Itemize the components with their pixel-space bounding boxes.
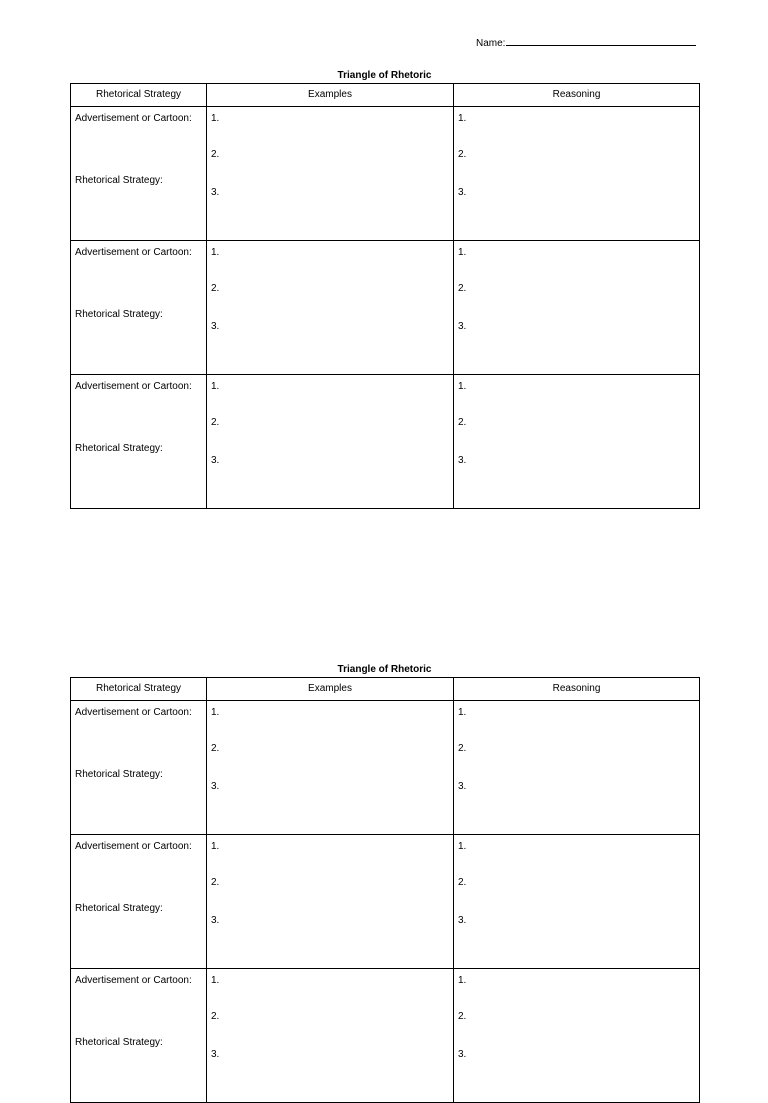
advertisement-label: Advertisement or Cartoon:	[75, 113, 192, 124]
example-number: 2.	[211, 1011, 220, 1022]
reasoning-number: 3.	[458, 187, 467, 198]
reasoning-cell[interactable]	[454, 701, 700, 835]
example-number: 2.	[211, 743, 220, 754]
advertisement-label: Advertisement or Cartoon:	[75, 707, 192, 718]
reasoning-number: 2.	[458, 283, 467, 294]
example-number: 3.	[211, 915, 220, 926]
examples-cell[interactable]	[207, 375, 454, 509]
reasoning-number: 3.	[458, 455, 467, 466]
example-number: 3.	[211, 1049, 220, 1060]
reasoning-number: 1.	[458, 247, 467, 258]
advertisement-label: Advertisement or Cartoon:	[75, 841, 192, 852]
reasoning-number: 1.	[458, 381, 467, 392]
column-header-reasoning: Reasoning	[454, 678, 700, 701]
reasoning-number: 1.	[458, 841, 467, 852]
examples-cell[interactable]	[207, 241, 454, 375]
example-number: 2.	[211, 877, 220, 888]
example-number: 3.	[211, 781, 220, 792]
reasoning-number: 3.	[458, 781, 467, 792]
example-number: 1.	[211, 707, 220, 718]
reasoning-number: 1.	[458, 707, 467, 718]
column-header-examples: Examples	[207, 678, 454, 701]
table-row	[71, 969, 700, 1103]
rhetoric-table	[70, 677, 700, 1103]
examples-cell[interactable]	[207, 835, 454, 969]
reasoning-number: 3.	[458, 321, 467, 332]
table-row	[71, 241, 700, 375]
reasoning-cell[interactable]	[454, 969, 700, 1103]
table-row	[71, 375, 700, 509]
example-number: 1.	[211, 841, 220, 852]
strategy-label: Rhetorical Strategy:	[75, 769, 163, 780]
reasoning-number: 3.	[458, 915, 467, 926]
reasoning-cell[interactable]	[454, 107, 700, 241]
name-label: Name:	[476, 38, 506, 49]
reasoning-number: 2.	[458, 149, 467, 160]
worksheet-title: Triangle of Rhetoric	[337, 70, 432, 81]
advertisement-label: Advertisement or Cartoon:	[75, 381, 192, 392]
example-number: 1.	[211, 247, 220, 258]
reasoning-number: 3.	[458, 1049, 467, 1060]
strategy-cell[interactable]	[71, 107, 207, 241]
reasoning-number: 2.	[458, 1011, 467, 1022]
table-row	[71, 701, 700, 835]
reasoning-cell[interactable]	[454, 375, 700, 509]
column-header-reasoning: Reasoning	[454, 84, 700, 107]
strategy-cell[interactable]	[71, 241, 207, 375]
example-number: 3.	[211, 455, 220, 466]
reasoning-number: 1.	[458, 113, 467, 124]
example-number: 2.	[211, 149, 220, 160]
strategy-cell[interactable]	[71, 701, 207, 835]
column-header-strategy: Rhetorical Strategy	[71, 84, 207, 107]
table-header-row	[71, 678, 700, 701]
strategy-label: Rhetorical Strategy:	[75, 175, 163, 186]
reasoning-number: 1.	[458, 975, 467, 986]
example-number: 1.	[211, 113, 220, 124]
strategy-label: Rhetorical Strategy:	[75, 1037, 163, 1048]
example-number: 2.	[211, 283, 220, 294]
name-field	[476, 36, 696, 49]
strategy-cell[interactable]	[71, 375, 207, 509]
reasoning-number: 2.	[458, 743, 467, 754]
reasoning-number: 2.	[458, 877, 467, 888]
strategy-cell[interactable]	[71, 835, 207, 969]
strategy-label: Rhetorical Strategy:	[75, 309, 163, 320]
examples-cell[interactable]	[207, 969, 454, 1103]
examples-cell[interactable]	[207, 701, 454, 835]
worksheet-title: Triangle of Rhetoric	[337, 664, 432, 675]
rhetoric-worksheet-1	[70, 69, 699, 509]
table-header-row	[71, 84, 700, 107]
example-number: 3.	[211, 321, 220, 332]
rhetoric-worksheet-2	[70, 663, 699, 1103]
example-number: 2.	[211, 417, 220, 428]
strategy-label: Rhetorical Strategy:	[75, 443, 163, 454]
rhetoric-table	[70, 83, 700, 509]
example-number: 3.	[211, 187, 220, 198]
column-header-examples: Examples	[207, 84, 454, 107]
table-row	[71, 107, 700, 241]
column-header-strategy: Rhetorical Strategy	[71, 678, 207, 701]
example-number: 1.	[211, 381, 220, 392]
reasoning-cell[interactable]	[454, 241, 700, 375]
advertisement-label: Advertisement or Cartoon:	[75, 247, 192, 258]
strategy-label: Rhetorical Strategy:	[75, 903, 163, 914]
example-number: 1.	[211, 975, 220, 986]
advertisement-label: Advertisement or Cartoon:	[75, 975, 192, 986]
name-blank-line[interactable]	[506, 36, 696, 46]
strategy-cell[interactable]	[71, 969, 207, 1103]
reasoning-number: 2.	[458, 417, 467, 428]
examples-cell[interactable]	[207, 107, 454, 241]
reasoning-cell[interactable]	[454, 835, 700, 969]
table-row	[71, 835, 700, 969]
